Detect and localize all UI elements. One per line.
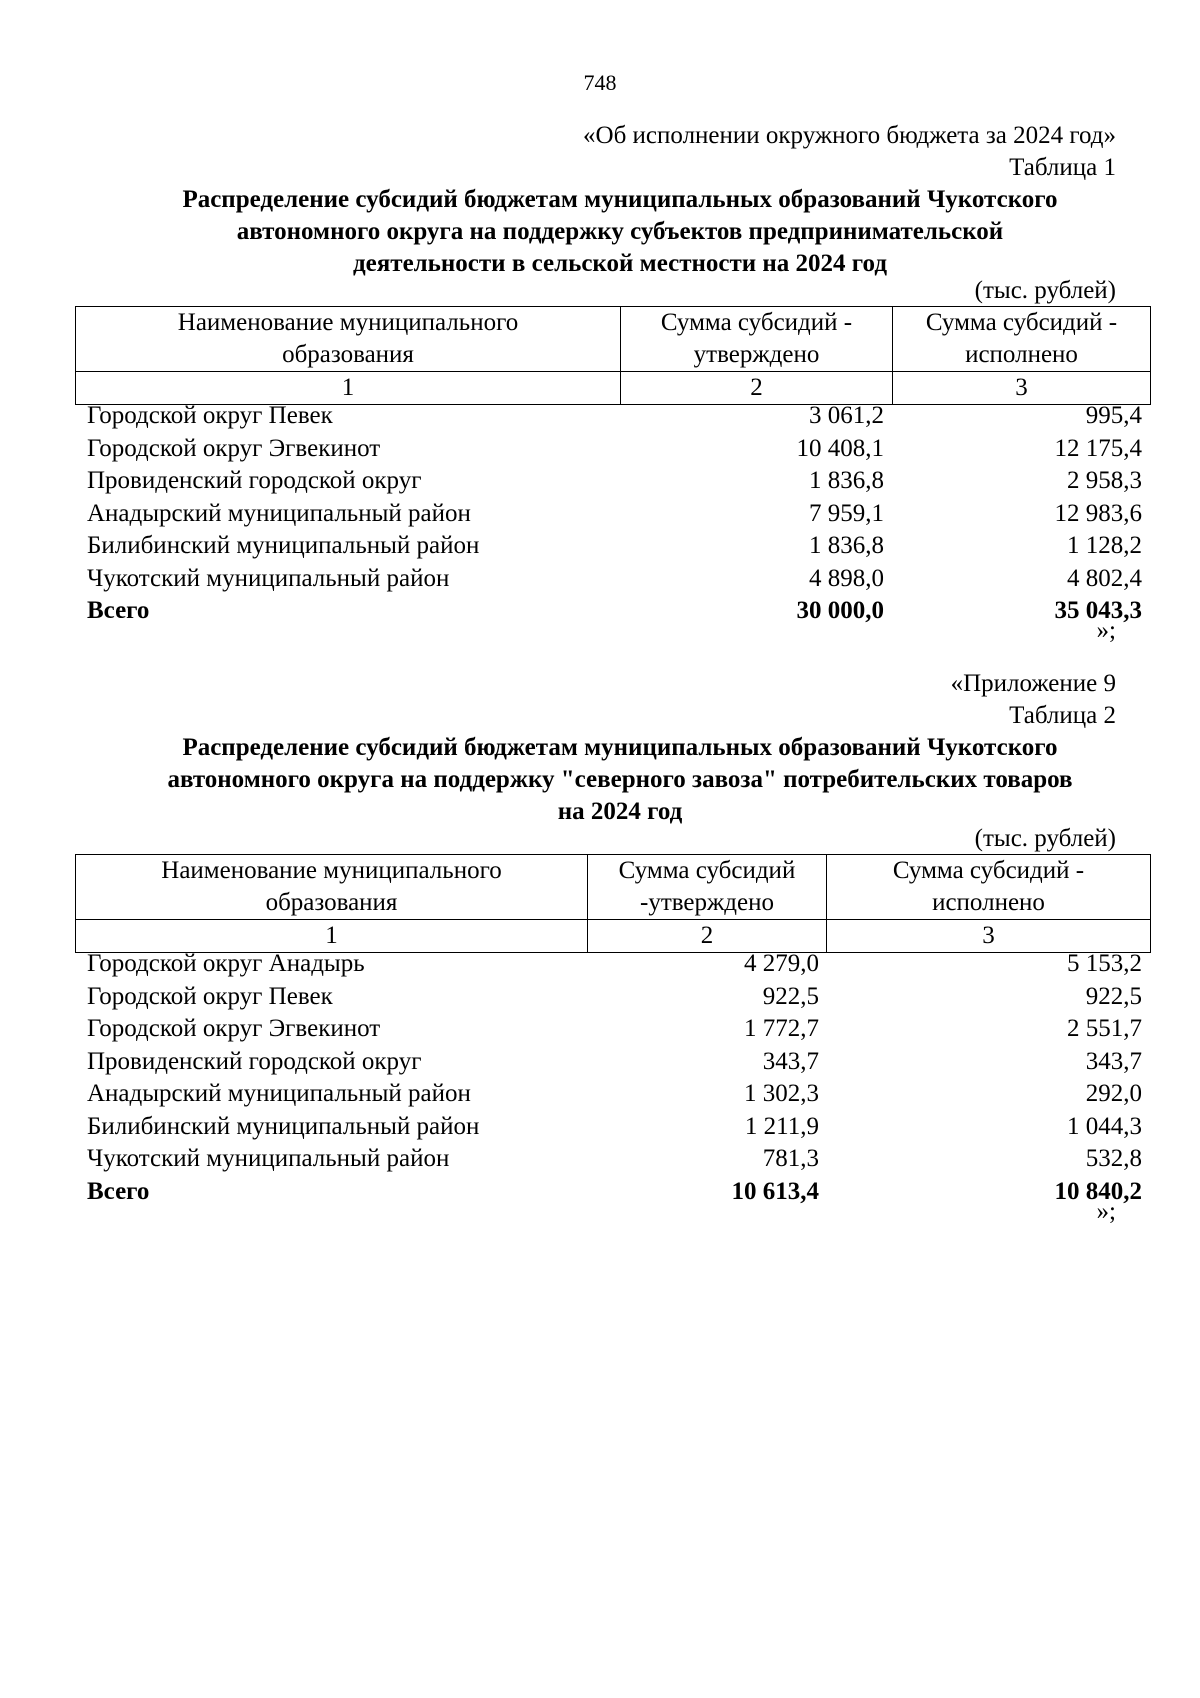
row-executed: 1 128,2 [1067, 532, 1142, 559]
row-executed: 343,7 [1085, 1047, 1142, 1075]
row-approved: 1 836,8 [809, 532, 884, 559]
row-name: Чукотский муниципальный район [87, 564, 450, 592]
header-line: Сумма субсидий [618, 857, 796, 884]
table2-col-approved-header [588, 855, 827, 920]
row-executed: 12 983,6 [1054, 499, 1142, 527]
row-approved: 343,7 [762, 1047, 819, 1075]
total-approved: 10 613,4 [731, 1177, 819, 1205]
table2-col-name-header [76, 855, 588, 920]
row-executed: 5 153,2 [1067, 950, 1142, 977]
table1-col-number: 2 [621, 372, 893, 405]
header-line: Наименование муниципального [161, 857, 502, 884]
row-name: Провиденский городской округ [87, 467, 422, 494]
table2-col-number: 1 [76, 920, 588, 953]
table1-title-line: Распределение субсидий бюджетам муниципальных образований Чукотского [182, 186, 1058, 213]
row-approved: 1 836,8 [809, 467, 884, 494]
page-number: 748 [583, 70, 617, 95]
table1-closing-quote: »; [1096, 617, 1116, 644]
header-line: Сумма субсидий - [660, 309, 853, 336]
row-approved: 1 211,9 [744, 1112, 819, 1140]
table2-title-line: Распределение субсидий бюджетам муниципальных образований Чукотского [182, 734, 1058, 761]
table1-col-number: 3 [893, 372, 1151, 405]
table1-col-approved-header [621, 307, 893, 372]
header-line: исполнено [965, 341, 1078, 368]
row-name: Анадырский муниципальный район [87, 499, 471, 527]
row-name: Городской округ Певек [87, 982, 333, 1010]
row-approved: 3 061,2 [809, 402, 884, 429]
row-executed: 2 551,7 [1067, 1015, 1142, 1042]
row-approved: 922,5 [762, 982, 819, 1010]
row-name: Билибинский муниципальный район [87, 532, 480, 559]
header-line: Сумма субсидий - [892, 857, 1085, 884]
row-name: Чукотский муниципальный район [87, 1145, 450, 1172]
table1-title [70, 184, 1170, 280]
table2-col-number: 3 [827, 920, 1151, 953]
header-line: Наименование муниципального [177, 309, 519, 336]
row-executed: 2 958,3 [1067, 467, 1142, 494]
row-approved: 7 959,1 [809, 499, 884, 527]
total-executed: 35 043,3 [1054, 597, 1142, 624]
table1-title-line: автономного округа на поддержку субъектов предпринимательской [236, 218, 1004, 245]
total-approved: 30 000,0 [796, 597, 884, 624]
table1-header [75, 306, 1151, 405]
row-approved: 4 279,0 [744, 950, 819, 977]
row-approved: 4 898,0 [809, 564, 884, 592]
row-approved: 781,3 [762, 1145, 819, 1172]
total-executed: 10 840,2 [1054, 1177, 1142, 1205]
row-approved: 10 408,1 [796, 434, 884, 462]
row-name: Провиденский городской округ [87, 1047, 422, 1075]
row-executed: 4 802,4 [1067, 564, 1142, 592]
row-name: Городской округ Певек [87, 402, 333, 429]
header-line: образования [265, 889, 398, 916]
table1-label: Таблица 1 [1009, 154, 1116, 181]
row-name: Билибинский муниципальный район [87, 1112, 480, 1140]
header-line: исполнено [932, 889, 1045, 916]
row-name: Городской округ Эгвекинот [87, 434, 381, 462]
table2-closing-quote: »; [1096, 1198, 1116, 1225]
table2-title-line: автономного округа на поддержку "северного завоза" потребительских товаров [167, 766, 1073, 793]
total-label: Всего [87, 597, 150, 624]
table2-col-executed-header [827, 855, 1151, 920]
table1-col-name-header [76, 307, 621, 372]
table2-label: Таблица 2 [1009, 702, 1116, 729]
appendix-label: «Приложение 9 [950, 670, 1116, 697]
row-executed: 292,0 [1085, 1080, 1142, 1107]
table2-header [75, 854, 1151, 953]
document-header-title: «Об исполнении окружного бюджета за 2024 год» [583, 122, 1116, 149]
total-label: Всего [87, 1177, 150, 1205]
table2-col-number: 2 [588, 920, 827, 953]
row-name: Городской округ Анадырь [87, 950, 365, 977]
table1-units: (тыс. рублей) [974, 277, 1116, 304]
header-line: -утверждено [640, 889, 774, 916]
row-name: Городской округ Эгвекинот [87, 1015, 381, 1042]
table2-units: (тыс. рублей) [974, 825, 1116, 852]
row-name: Анадырский муниципальный район [87, 1080, 471, 1107]
row-executed: 995,4 [1085, 402, 1142, 429]
header-line: утверждено [693, 341, 820, 368]
row-executed: 922,5 [1085, 982, 1142, 1010]
row-executed: 1 044,3 [1067, 1112, 1142, 1140]
row-executed: 532,8 [1085, 1145, 1142, 1172]
row-approved: 1 302,3 [744, 1080, 819, 1107]
header-line: образования [282, 341, 414, 368]
row-approved: 1 772,7 [744, 1015, 819, 1042]
header-line: Сумма субсидий - [925, 309, 1118, 336]
table2-title-line: на 2024 год [557, 798, 683, 825]
table2-title [70, 732, 1170, 828]
table1-title-line: деятельности в сельской местности на 2024 год [353, 250, 887, 277]
table1-col-number: 1 [76, 372, 621, 405]
row-executed: 12 175,4 [1054, 434, 1142, 462]
table1-col-executed-header [893, 307, 1151, 372]
